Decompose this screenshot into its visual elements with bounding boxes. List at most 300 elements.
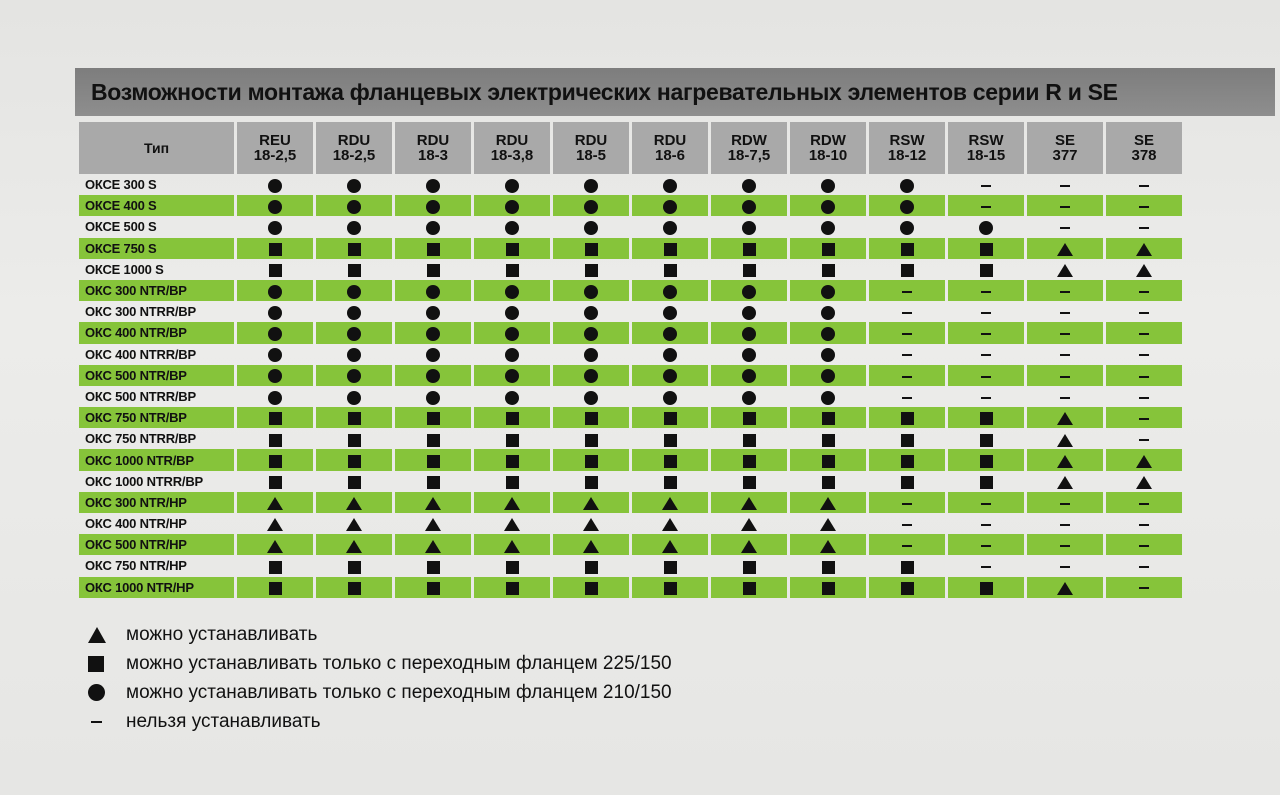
- table-cell: [474, 216, 550, 237]
- dash-icon: [1060, 524, 1070, 526]
- dash-icon: [1139, 503, 1149, 505]
- column-header: [711, 122, 787, 174]
- column-header-size: 18-3: [417, 147, 449, 164]
- table-cell: [1106, 577, 1182, 598]
- square-icon: [427, 582, 440, 595]
- table-cell: [395, 216, 471, 237]
- table-cell: [948, 365, 1024, 386]
- circle-icon: [347, 391, 361, 405]
- table-row: [79, 471, 1182, 492]
- circle-icon: [268, 327, 282, 341]
- table-cell: [1027, 534, 1103, 555]
- table-cell: [869, 344, 945, 365]
- table-cell: [1106, 365, 1182, 386]
- table-cell: [790, 301, 866, 322]
- square-icon: [506, 476, 519, 489]
- table-cell: [1106, 322, 1182, 343]
- table-cell: [1106, 344, 1182, 365]
- square-icon: [901, 476, 914, 489]
- table-cell: [869, 174, 945, 195]
- circle-icon: [426, 179, 440, 193]
- table-row: [79, 577, 1182, 598]
- circle-icon: [347, 179, 361, 193]
- table-cell: [948, 534, 1024, 555]
- dash-icon: [981, 354, 991, 356]
- square-icon: [901, 264, 914, 277]
- table-cell: [711, 492, 787, 513]
- circle-icon: [821, 179, 835, 193]
- table-cell: [711, 280, 787, 301]
- table-cell: [316, 280, 392, 301]
- table-cell: [790, 322, 866, 343]
- square-icon: [980, 243, 993, 256]
- table-cell: [711, 174, 787, 195]
- table-cell: [395, 513, 471, 534]
- circle-icon: [821, 369, 835, 383]
- table-cell: [869, 238, 945, 259]
- table-cell: [395, 471, 471, 492]
- dash-icon: [981, 185, 991, 187]
- table-cell: [553, 492, 629, 513]
- triangle-icon: [267, 540, 283, 553]
- column-header-size: 18-2,5: [332, 147, 376, 164]
- table-cell: [474, 280, 550, 301]
- square-icon: [664, 434, 677, 447]
- table-cell: [474, 365, 550, 386]
- circle-icon: [426, 348, 440, 362]
- square-icon: [585, 582, 598, 595]
- dash-icon: [1060, 354, 1070, 356]
- circle-icon: [742, 221, 756, 235]
- table-cell: [948, 322, 1024, 343]
- table-cell: [869, 492, 945, 513]
- table-cell: [237, 555, 313, 576]
- page-title: [75, 68, 1275, 116]
- table-cell: [632, 216, 708, 237]
- circle-icon: [505, 285, 519, 299]
- column-header: [1027, 122, 1103, 174]
- table-cell: [395, 428, 471, 449]
- column-header: [553, 122, 629, 174]
- table-cell: [474, 386, 550, 407]
- circle-icon: [821, 327, 835, 341]
- table-cell: [316, 344, 392, 365]
- column-header-size: 18-10: [808, 147, 848, 164]
- table-cell: [316, 216, 392, 237]
- dash-icon: [1139, 354, 1149, 356]
- type-column-header: Тип: [79, 122, 234, 174]
- column-header: [632, 122, 708, 174]
- triangle-icon: [820, 540, 836, 553]
- circle-icon: [979, 221, 993, 235]
- table-cell: [553, 577, 629, 598]
- table-cell: [1106, 216, 1182, 237]
- table-cell: [632, 513, 708, 534]
- triangle-icon: [662, 497, 678, 510]
- table-cell: [790, 238, 866, 259]
- circle-icon: [663, 348, 677, 362]
- circle-icon: [584, 285, 598, 299]
- legend-text: можно устанавливать только с переходным фланцем 210/150: [126, 681, 672, 703]
- table-cell: [790, 216, 866, 237]
- square-icon: [88, 656, 104, 672]
- table-cell: [948, 301, 1024, 322]
- table-cell: [1106, 195, 1182, 216]
- dash-icon: [981, 545, 991, 547]
- square-icon: [664, 264, 677, 277]
- table-cell: [790, 280, 866, 301]
- triangle-icon: [820, 497, 836, 510]
- table-cell: [395, 577, 471, 598]
- table-cell: [711, 365, 787, 386]
- circle-icon: [268, 306, 282, 320]
- square-icon: [822, 582, 835, 595]
- table-cell: [316, 534, 392, 555]
- column-header-size: 18-3,8: [490, 147, 534, 164]
- table-cell: [1027, 259, 1103, 280]
- table-cell: [632, 238, 708, 259]
- circle-icon: [505, 179, 519, 193]
- table-cell: [553, 407, 629, 428]
- triangle-icon: [820, 518, 836, 531]
- table-cell: [316, 365, 392, 386]
- table-cell: [869, 259, 945, 280]
- table-cell: [1106, 555, 1182, 576]
- row-type-label: ОКС 1000 NTRR/BP: [85, 473, 203, 489]
- table-cell: [632, 195, 708, 216]
- table-cell: [711, 577, 787, 598]
- table-cell: [1106, 386, 1182, 407]
- square-icon: [427, 455, 440, 468]
- square-icon: [427, 434, 440, 447]
- square-icon: [743, 582, 756, 595]
- row-type-label: ОКС 400 NTRR/BP: [85, 346, 196, 362]
- circle-icon: [347, 200, 361, 214]
- table-row: [79, 513, 1182, 534]
- dash-icon: [902, 312, 912, 314]
- dash-icon: [902, 354, 912, 356]
- column-header-size: 18-5: [575, 147, 607, 164]
- dash-icon: [902, 503, 912, 505]
- table-cell: [316, 471, 392, 492]
- circle-icon: [663, 221, 677, 235]
- circle-icon: [268, 221, 282, 235]
- table-row: [79, 259, 1182, 280]
- table-cell: [1027, 301, 1103, 322]
- circle-icon: [268, 369, 282, 383]
- table-cell: [316, 386, 392, 407]
- table-cell: [790, 344, 866, 365]
- square-icon: [269, 412, 282, 425]
- square-icon: [585, 455, 598, 468]
- table-cell: [1106, 449, 1182, 470]
- triangle-icon: [1057, 243, 1073, 256]
- table-cell: [474, 259, 550, 280]
- table-cell: [395, 386, 471, 407]
- row-type-label: ОКС 500 NTR/HP: [79, 534, 234, 555]
- table-cell: [632, 471, 708, 492]
- column-header-model: RDU: [337, 132, 371, 149]
- column-header-model: RDU: [495, 132, 529, 149]
- table-cell: [869, 428, 945, 449]
- dash-icon: [902, 545, 912, 547]
- table-cell: [395, 301, 471, 322]
- table-cell: [1106, 280, 1182, 301]
- circle-icon: [584, 327, 598, 341]
- table-cell: [395, 174, 471, 195]
- table-cell: [474, 301, 550, 322]
- column-header-model: RDW: [810, 132, 846, 149]
- table-cell: [1027, 577, 1103, 598]
- circle-icon: [663, 327, 677, 341]
- square-icon: [585, 412, 598, 425]
- dash-icon: [902, 333, 912, 335]
- dash-icon: [981, 312, 991, 314]
- table-cell: [948, 471, 1024, 492]
- circle-icon: [584, 179, 598, 193]
- square-icon: [348, 561, 361, 574]
- square-icon: [901, 412, 914, 425]
- dash-icon: [1060, 333, 1070, 335]
- table-cell: [553, 449, 629, 470]
- table-cell: [869, 555, 945, 576]
- table-cell: [474, 344, 550, 365]
- table-cell: [1027, 513, 1103, 534]
- table-cell: [474, 449, 550, 470]
- triangle-icon: [741, 518, 757, 531]
- table-row: [79, 555, 1182, 576]
- table-cell: [948, 407, 1024, 428]
- circle-icon: [663, 285, 677, 299]
- circle-icon: [584, 391, 598, 405]
- table-cell: [1106, 492, 1182, 513]
- table-cell: [1027, 471, 1103, 492]
- triangle-icon: [1057, 434, 1073, 447]
- square-icon: [427, 561, 440, 574]
- circle-icon: [505, 369, 519, 383]
- table-cell: [316, 577, 392, 598]
- table-cell: [1106, 238, 1182, 259]
- table-cell: [1027, 386, 1103, 407]
- column-header-model: RSW: [889, 132, 925, 149]
- table-cell: [1027, 174, 1103, 195]
- table-cell: [948, 195, 1024, 216]
- column-header-size: 18-7,5: [727, 147, 771, 164]
- table-cell: [948, 259, 1024, 280]
- table-cell: [1106, 174, 1182, 195]
- table-cell: [316, 174, 392, 195]
- table-cell: [632, 449, 708, 470]
- table-cell: [395, 449, 471, 470]
- table-cell: [632, 555, 708, 576]
- circle-icon: [663, 306, 677, 320]
- square-icon: [664, 455, 677, 468]
- table-row: [79, 174, 1182, 195]
- table-cell: [553, 280, 629, 301]
- table-cell: [237, 301, 313, 322]
- legend-item: [88, 707, 672, 736]
- circle-icon: [742, 327, 756, 341]
- table-cell: [1106, 534, 1182, 555]
- table-cell: [711, 344, 787, 365]
- square-icon: [585, 476, 598, 489]
- table-cell: [237, 238, 313, 259]
- table-header-row: [79, 122, 1182, 174]
- table-cell: [1027, 555, 1103, 576]
- table-cell: [869, 386, 945, 407]
- circle-icon: [426, 369, 440, 383]
- circle-icon: [821, 306, 835, 320]
- circle-icon: [505, 221, 519, 235]
- column-header: [474, 122, 550, 174]
- table-cell: [553, 344, 629, 365]
- table-cell: [711, 386, 787, 407]
- column-header-size: 378: [1131, 147, 1157, 164]
- square-icon: [822, 264, 835, 277]
- column-header: [395, 122, 471, 174]
- column-header-model: REU: [259, 132, 291, 149]
- triangle-icon: [425, 540, 441, 553]
- table-cell: [790, 449, 866, 470]
- table-cell: [1027, 322, 1103, 343]
- table-cell: [790, 471, 866, 492]
- circle-icon: [742, 348, 756, 362]
- table-cell: [632, 407, 708, 428]
- circle-icon: [742, 391, 756, 405]
- row-type-label: ОКСЕ 400 S: [79, 195, 234, 216]
- dash-icon: [1060, 185, 1070, 187]
- square-icon: [348, 476, 361, 489]
- table-cell: [1027, 195, 1103, 216]
- square-icon: [427, 476, 440, 489]
- circle-icon: [821, 200, 835, 214]
- table-cell: [237, 195, 313, 216]
- circle-icon: [505, 327, 519, 341]
- dash-icon: [1139, 291, 1149, 293]
- table-cell: [1027, 238, 1103, 259]
- square-icon: [348, 264, 361, 277]
- circle-icon: [426, 221, 440, 235]
- circle-icon: [347, 327, 361, 341]
- table-cell: [1106, 471, 1182, 492]
- column-header-model: RDU: [574, 132, 608, 149]
- legend-item: [88, 649, 672, 678]
- table-cell: [790, 259, 866, 280]
- table-cell: [395, 344, 471, 365]
- table-cell: [237, 386, 313, 407]
- table-cell: [316, 555, 392, 576]
- table-cell: [237, 428, 313, 449]
- square-icon: [506, 434, 519, 447]
- table-cell: [632, 174, 708, 195]
- table-cell: [711, 449, 787, 470]
- table-cell: [237, 216, 313, 237]
- table-cell: [316, 195, 392, 216]
- circle-icon: [426, 391, 440, 405]
- table-cell: [237, 449, 313, 470]
- table-cell: [553, 555, 629, 576]
- table-cell: [1027, 428, 1103, 449]
- column-header-size: 18-6: [654, 147, 686, 164]
- square-icon: [822, 476, 835, 489]
- circle-icon: [584, 221, 598, 235]
- dash-icon: [1060, 291, 1070, 293]
- column-header-model: RDW: [731, 132, 767, 149]
- row-type-label: ОКС 750 NTR/HP: [85, 558, 187, 574]
- table-cell: [237, 492, 313, 513]
- triangle-icon: [425, 497, 441, 510]
- table-cell: [948, 513, 1024, 534]
- table-cell: [316, 301, 392, 322]
- dash-icon: [1060, 566, 1070, 568]
- circle-icon: [426, 285, 440, 299]
- table-cell: [1027, 280, 1103, 301]
- table-cell: [553, 238, 629, 259]
- dash-icon: [1139, 227, 1149, 229]
- table-cell: [711, 216, 787, 237]
- square-icon: [901, 243, 914, 256]
- table-cell: [474, 513, 550, 534]
- square-icon: [269, 582, 282, 595]
- table-cell: [553, 513, 629, 534]
- table-cell: [790, 386, 866, 407]
- table-cell: [632, 577, 708, 598]
- square-icon: [506, 243, 519, 256]
- row-type-label: ОКС 500 NTRR/BP: [85, 388, 196, 404]
- legend-symbol: [88, 684, 126, 701]
- table-row: [79, 534, 1182, 555]
- triangle-icon: [1057, 412, 1073, 425]
- square-icon: [348, 412, 361, 425]
- table-cell: [474, 534, 550, 555]
- table-cell: [237, 174, 313, 195]
- square-icon: [980, 455, 993, 468]
- column-header-size: 18-15: [966, 147, 1006, 164]
- square-icon: [980, 434, 993, 447]
- table-cell: [395, 492, 471, 513]
- circle-icon: [584, 306, 598, 320]
- column-header-size: 377: [1052, 147, 1078, 164]
- table-cell: [948, 280, 1024, 301]
- square-icon: [822, 455, 835, 468]
- table-cell: [711, 534, 787, 555]
- circle-icon: [268, 179, 282, 193]
- table-cell: [948, 555, 1024, 576]
- row-type-label: ОКС 1000 NTR/HP: [79, 577, 234, 598]
- table-cell: [237, 513, 313, 534]
- square-icon: [269, 243, 282, 256]
- dash-icon: [981, 333, 991, 335]
- table-cell: [790, 555, 866, 576]
- table-cell: [632, 280, 708, 301]
- table-cell: [395, 238, 471, 259]
- circle-icon: [584, 348, 598, 362]
- dash-icon: [981, 503, 991, 505]
- table-cell: [474, 195, 550, 216]
- square-icon: [506, 582, 519, 595]
- dash-icon: [902, 376, 912, 378]
- legend-text: можно устанавливать: [126, 623, 318, 645]
- row-type-label: ОКСЕ 300 S: [85, 177, 157, 193]
- square-icon: [585, 434, 598, 447]
- circle-icon: [663, 200, 677, 214]
- table-cell: [948, 216, 1024, 237]
- table-row: [79, 449, 1182, 470]
- row-type-label: ОКСЕ 500 S: [85, 219, 157, 235]
- row-type-label: ОКС 750 NTR/BP: [79, 407, 234, 428]
- table-cell: [632, 534, 708, 555]
- table-cell: [395, 259, 471, 280]
